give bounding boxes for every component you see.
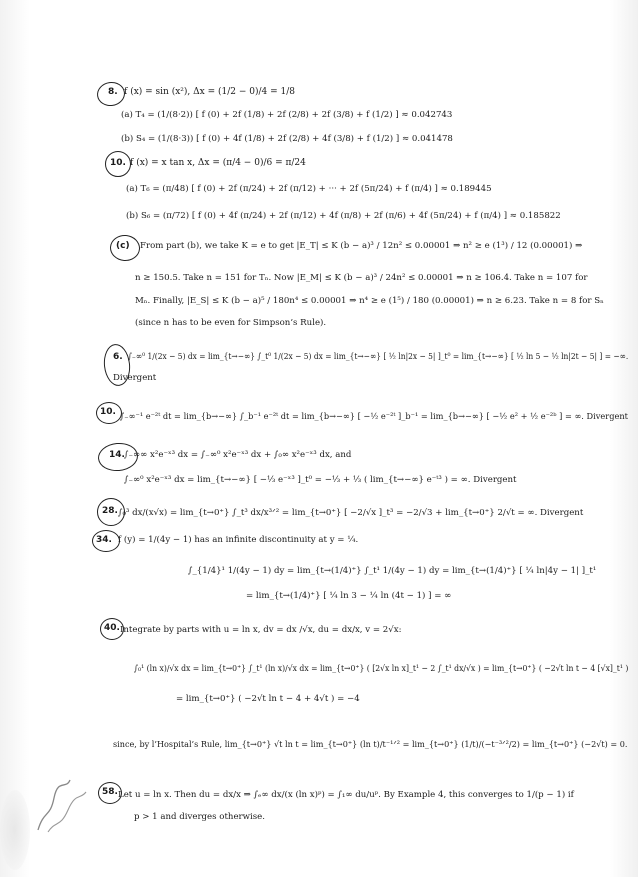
text-line: ∫₀³ dx/(x√x) = lim_{t→0⁺} ∫_t³ dx/x³ᐟ² = lim_{t→0⁺} [ −2/√x ]_t³ = −2/√3 + lim_{t→0⁺} 2/√t = ∞. Divergent <box>118 508 584 518</box>
problem-number: (c) <box>116 241 130 251</box>
text-line: (b) S₄ = (1/(8·3)) [ f (0) + 4f (1/8) + 2f (2/8) + 4f (3/8) + f (1/2) ] ≈ 0.041478 <box>121 134 453 144</box>
problem-number: 10. <box>100 407 116 417</box>
problem-number: 14. <box>109 450 125 460</box>
text-line: Divergent <box>113 373 157 383</box>
text-line: (b) S₆ = (π/72) [ f (0) + 4f (π/24) + 2f (π/12) + 4f (π/8) + 2f (π/6) + 4f (5π/24) + f (π/4) ] ≈ 0.185822 <box>126 211 561 221</box>
scan-smudge <box>0 790 30 870</box>
text-line: From part (b), we take K = e to get |E_T| ≤ K (b − a)³ / 12n² ≤ 0.00001 ⇒ n² ≥ e (1³) / 12 (0.00001) ⇒ <box>140 241 583 251</box>
text-line: = lim_{t→0⁺} ( −2√t ln t − 4 + 4√t ) = −4 <box>176 694 360 704</box>
text-line: (a) T₄ = (1/(8·2)) [ f (0) + 2f (1/8) + 2f (2/8) + 2f (3/8) + f (1/2) ] ≈ 0.042743 <box>121 110 453 120</box>
text-line: ∫₋∞⁰ x²e⁻ˣ³ dx = lim_{t→−∞} [ −⅓ e⁻ˣ³ ]_t⁰ = −⅓ + ⅓ ( lim_{t→−∞} e⁻ᵗ³ ) = ∞. Divergent <box>124 475 517 485</box>
text-line: Mₙ. Finally, |E_S| ≤ K (b − a)⁵ / 180n⁴ ≤ 0.00001 ⇒ n⁴ ≥ e (1⁵) / 180 (0.00001) ⇒ n ≥ 6.23. Take n = 8 for Sₙ <box>135 296 604 306</box>
text-line: ∫₀¹ (ln x)/√x dx = lim_{t→0⁺} ∫_t¹ (ln x)/√x dx = lim_{t→0⁺} ( [2√x ln x]_t¹ − 2 ∫_t¹ dx/√x ) = lim_{t→0⁺} ( −2√t ln t − 4 [√x]_t¹ ) <box>134 664 629 674</box>
text-line: since, by l’Hospital’s Rule, lim_{t→0⁺} √t ln t = lim_{t→0⁺} (ln t)/t⁻¹ᐟ² = lim_{t→0⁺} (1/t)/(−t⁻³ᐟ²/2) = lim_{t→0⁺} (−2√t) = 0. <box>113 740 628 750</box>
problem-number: 10. <box>110 158 126 168</box>
text-line: ∫_{1/4}¹ 1/(4y − 1) dy = lim_{t→(1/4)⁺} ∫_t¹ 1/(4y − 1) dy = lim_{t→(1/4)⁺} [ ¼ ln|4y − 1| ]_t¹ <box>188 566 597 576</box>
problem-number: 40. <box>104 623 120 633</box>
text-line: Let u = ln x. Then du = dx/x ⇒ ∫ₑ∞ dx/(x (ln x)ᵖ) = ∫₁∞ du/uᵖ. By Example 4, this converges to 1/(p − 1) if <box>118 790 574 800</box>
problem-number: 6. <box>113 352 123 362</box>
text-line: p > 1 and diverges otherwise. <box>134 812 265 822</box>
text-line: ∫₋∞∞ x²e⁻ˣ³ dx = ∫₋∞⁰ x²e⁻ˣ³ dx + ∫₀∞ x²e⁻ˣ³ dx, and <box>124 450 352 460</box>
text-line: f (x) = sin (x²), Δx = (1/2 − 0)/4 = 1/8 <box>124 87 295 97</box>
text-line: = lim_{t→(1/4)⁺} [ ¼ ln 3 − ¼ ln (4t − 1) ] = ∞ <box>246 591 452 601</box>
text-line: (since n has to be even for Simpson’s Rule). <box>135 318 327 328</box>
problem-number: 28. <box>102 506 118 516</box>
text-line: Integrate by parts with u = ln x, dv = dx /√x, du = dx/x, v = 2√x: <box>120 625 402 635</box>
text-line: n ≥ 150.5. Take n = 151 for Tₙ. Now |E_M| ≤ K (b − a)³ / 24n² ≤ 0.00001 ⇒ n ≥ 106.4. Take n = 107 for <box>135 273 588 283</box>
text-line: ∫₋∞⁻¹ e⁻²ᵗ dt = lim_{b→−∞} ∫_b⁻¹ e⁻²ᵗ dt = lim_{b→−∞} [ −½ e⁻²ᵗ ]_b⁻¹ = lim_{b→−∞} [ −½ e² + ½ e⁻²ᵇ ] = ∞. Divergent <box>120 412 628 422</box>
text-line: f (y) = 1/(4y − 1) has an infinite discontinuity at y = ¼. <box>118 535 359 545</box>
handwritten-scribble <box>30 770 100 840</box>
problem-number: 58. <box>102 787 118 797</box>
text-line: f (x) = x tan x, Δx = (π/4 − 0)/6 = π/24 <box>130 158 306 168</box>
text-line: (a) T₆ = (π/48) [ f (0) + 2f (π/24) + 2f (π/12) + ··· + 2f (5π/24) + f (π/4) ] ≈ 0.189445 <box>126 184 492 194</box>
problem-number: 34. <box>96 535 112 545</box>
problem-number: 8. <box>108 87 118 97</box>
text-line: ∫₋∞⁰ 1/(2x − 5) dx = lim_{t→−∞} ∫_t⁰ 1/(2x − 5) dx = lim_{t→−∞} [ ½ ln|2x − 5| ]_t⁰ = lim_{t→−∞} [ ½ ln 5 − ½ ln|2t − 5| ] = −∞. <box>128 352 629 362</box>
